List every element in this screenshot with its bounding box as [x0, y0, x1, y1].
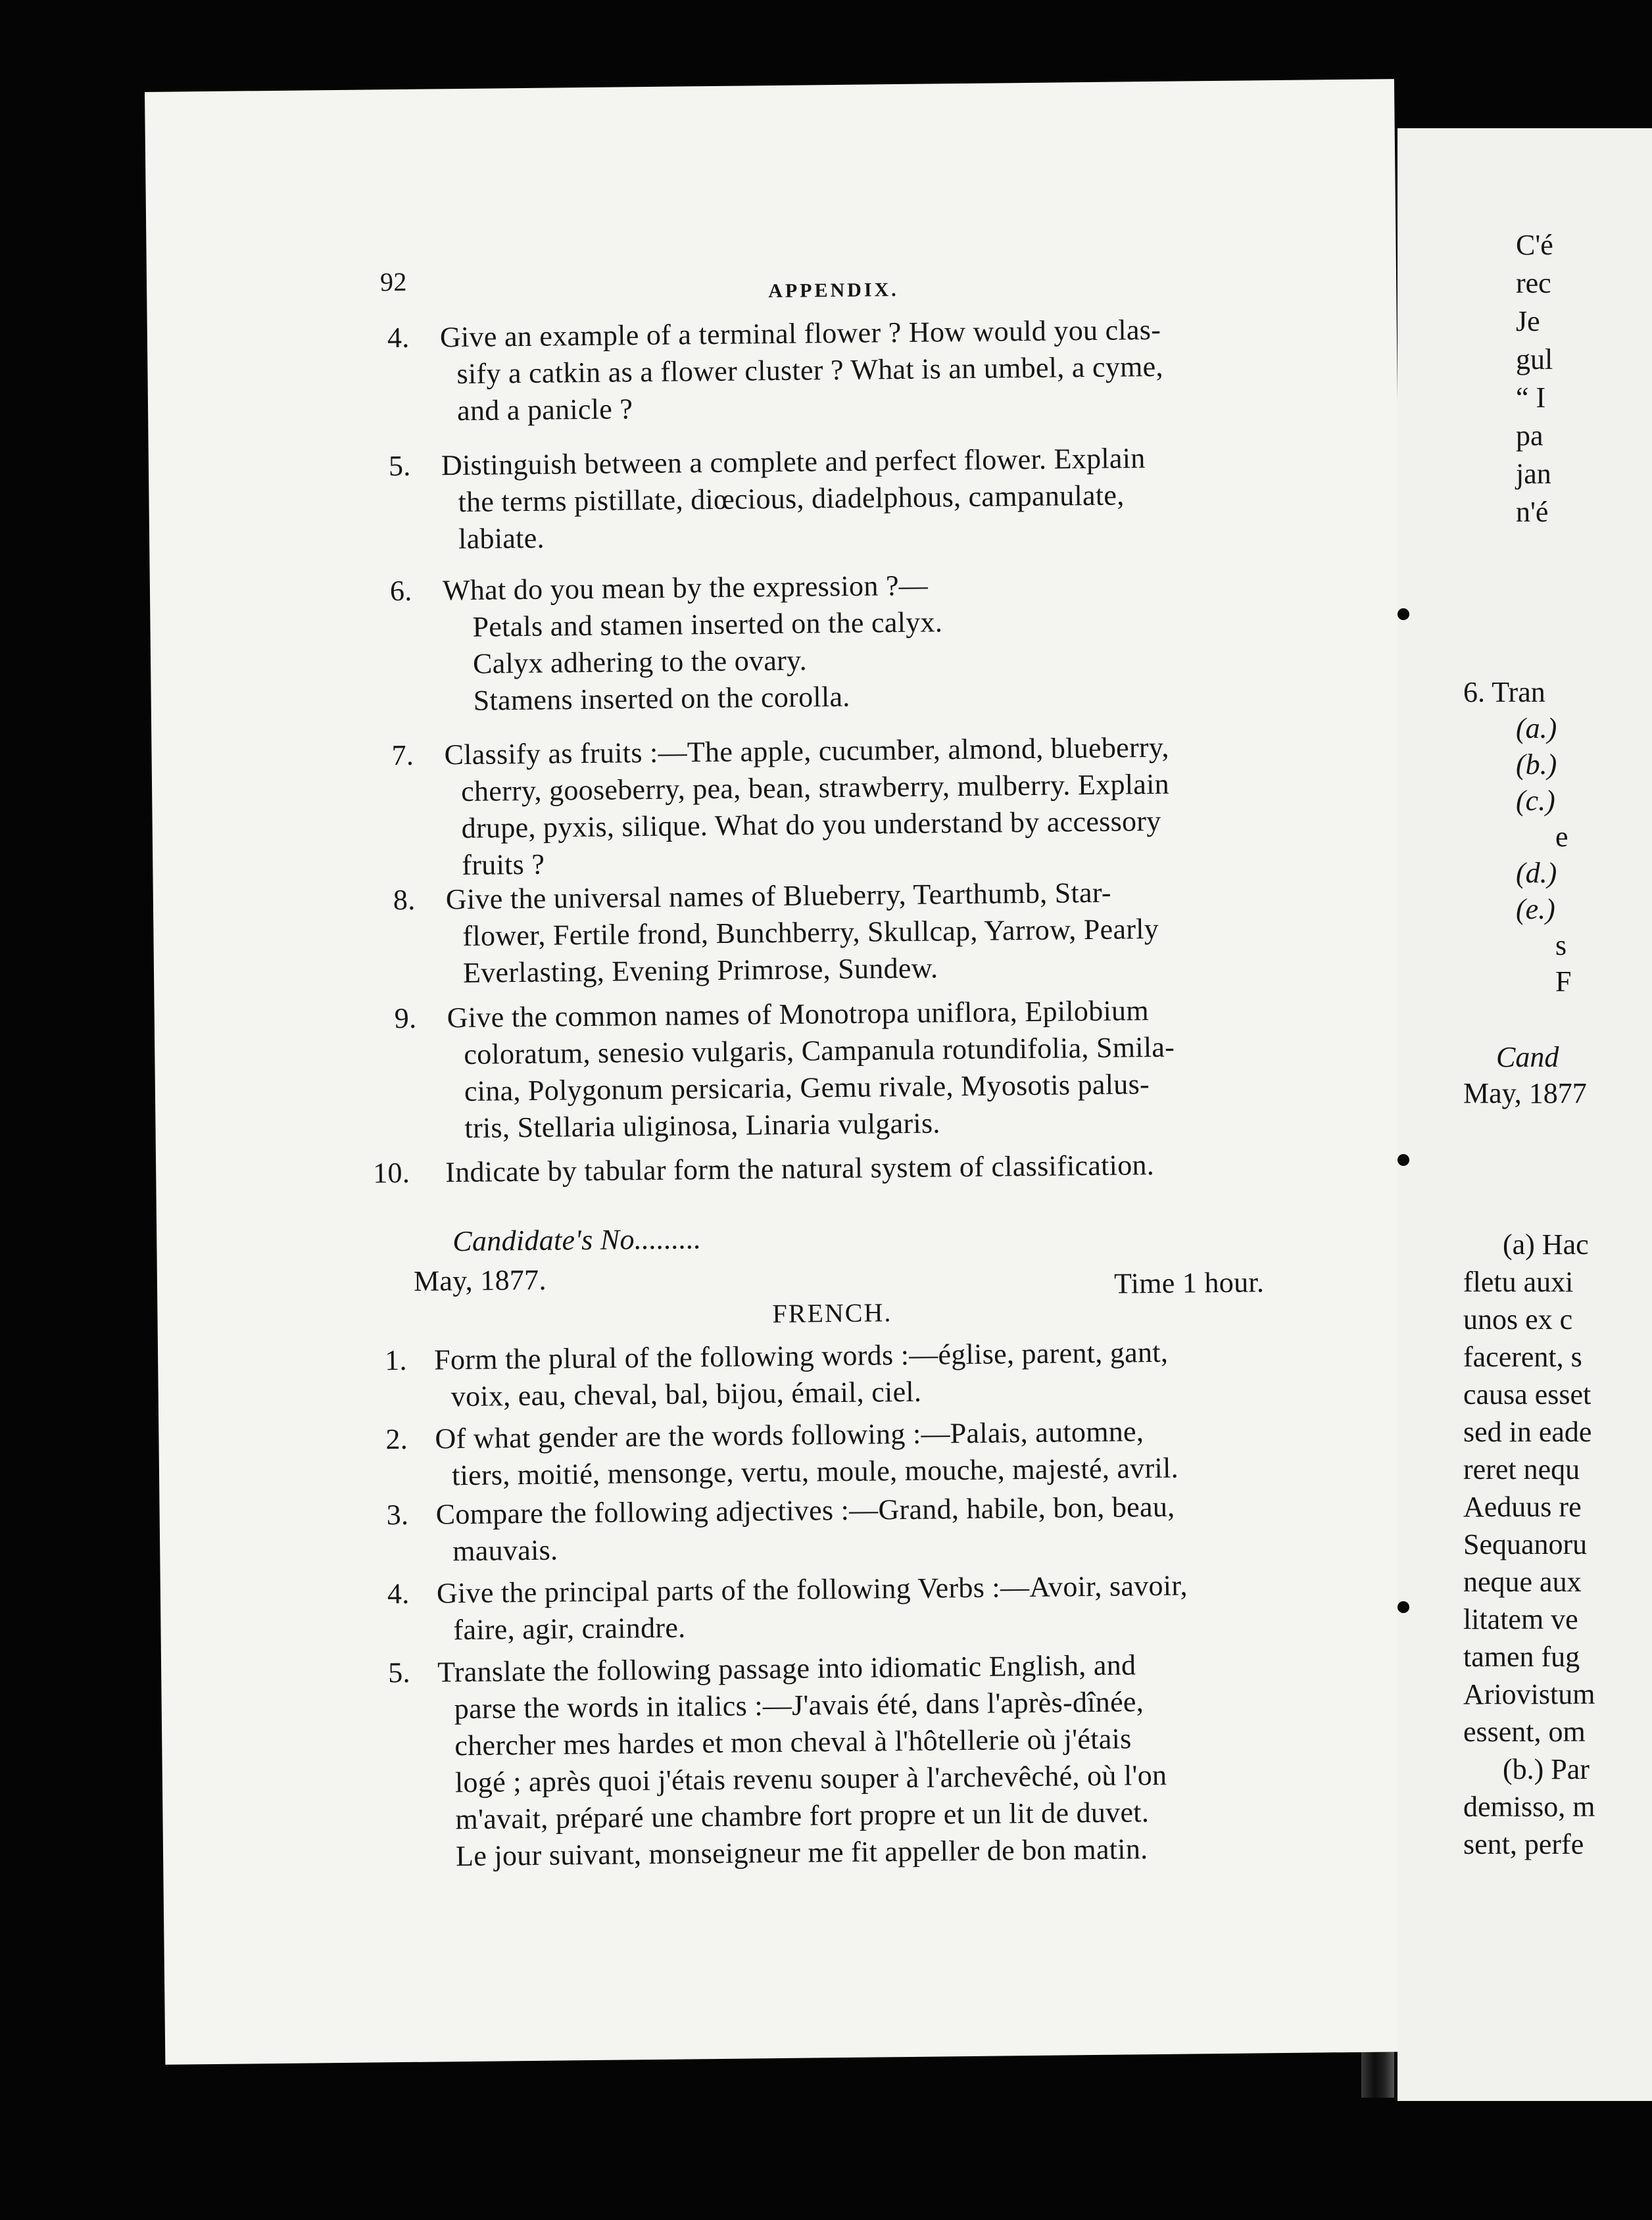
right-page-fragment: Je [1516, 305, 1540, 337]
right-page-latin-line: neque aux [1463, 1566, 1582, 1598]
right-page-subitem: (d.) [1516, 857, 1557, 889]
question-number: 9. [394, 1001, 417, 1035]
question-line: Form the plural of the following words :—église, parent, gant, [433, 1336, 1169, 1376]
question-line: fruits ? [462, 848, 545, 882]
question-line: Compare the following adjectives :—Grand, habile, bon, beau, [435, 1490, 1175, 1531]
question-number: 1. [384, 1343, 408, 1377]
question-line: chercher mes hardes et mon cheval à l'hôtellerie où j'étais [454, 1722, 1132, 1762]
right-page-latin-line: Aeduus re [1463, 1491, 1582, 1523]
question-line: faire, agir, craindre. [453, 1611, 686, 1647]
right-page-latin-line: essent, om [1463, 1716, 1586, 1748]
page-number: 92 [379, 266, 407, 297]
right-page-fragment: gul [1516, 343, 1553, 375]
question-line: Give the universal names of Blueberry, Tearthumb, Star- [445, 876, 1112, 916]
question-number: 7. [391, 738, 414, 772]
running-title: APPENDIX. [768, 279, 899, 302]
question-line: Classify as fruits :—The apple, cucumber, almond, blueberry, [444, 731, 1169, 771]
question-line: What do you mean by the expression ?— [442, 569, 929, 607]
question-number: 5. [388, 449, 411, 483]
right-page-candidate: Cand [1496, 1041, 1559, 1073]
question-line: coloratum, senesio vulgaris, Campanula rotundifolia, Smila- [464, 1030, 1175, 1071]
question-number: 3. [386, 1498, 409, 1532]
right-page-latin-line: demisso, m [1463, 1791, 1595, 1823]
question-line: Le jour suivant, monseigneur me fit appeller de bon matin. [455, 1833, 1148, 1873]
right-page-latin-line: sed in eade [1463, 1416, 1592, 1448]
right-page-subitem: e [1555, 821, 1568, 853]
right-page-latin-line: sent, perfe [1463, 1828, 1584, 1860]
question-line: voix, eau, cheval, bal, bijou, émail, ciel. [450, 1375, 922, 1413]
candidate-number-line: Candidate's No......... [452, 1222, 702, 1258]
question-line: Give the principal parts of the following Verbs :—Avoir, savoir, [436, 1569, 1188, 1610]
question-line: Petals and stamen inserted on the calyx. [472, 606, 943, 643]
right-page-latin-line: litatem ve [1463, 1603, 1578, 1635]
left-page [145, 79, 1415, 2065]
right-page-subitem: (a.) [1516, 712, 1557, 744]
exam-time: Time 1 hour. [1113, 1266, 1265, 1300]
question-line: tris, Stellaria uliginosa, Linaria vulgaris. [464, 1107, 940, 1144]
right-page-subitem: s [1555, 929, 1567, 961]
binding-mark [1397, 1154, 1409, 1166]
right-page-date: May, 1877 [1463, 1077, 1587, 1109]
question-line: Stamens inserted on the corolla. [473, 680, 850, 717]
right-page [1397, 128, 1652, 2101]
question-line: Translate the following passage into idiomatic English, and [437, 1649, 1136, 1689]
right-page-fragment: n'é [1516, 496, 1549, 528]
question-line: parse the words in italics :—J'avais été, dans l'après-dînée, [454, 1685, 1144, 1725]
right-page-subitem: F [1555, 965, 1572, 998]
right-page-latin-line: reret nequ [1463, 1453, 1580, 1485]
right-page-latin-line: unos ex c [1463, 1303, 1573, 1336]
question-line: cina, Polygonum persicaria, Gemu rivale, Myosotis palus- [464, 1068, 1150, 1107]
exam-date: May, 1877. [413, 1263, 547, 1297]
question-line: Calyx adhering to the ovary. [472, 644, 808, 680]
question-number: 8. [393, 883, 416, 917]
question-number: 5. [387, 1656, 411, 1689]
right-page-fragment: rec [1516, 267, 1551, 299]
question-line: Indicate by tabular form the natural system of classification. [445, 1149, 1155, 1189]
binding-mark [1397, 608, 1409, 620]
right-page-latin-line: Sequanoru [1463, 1528, 1588, 1560]
right-page-latin-line: tamen fug [1463, 1641, 1580, 1673]
question-number: 2. [385, 1422, 408, 1456]
question-line: cherry, gooseberry, pea, bean, strawberry, mulberry. Explain [460, 767, 1170, 808]
question-line: logé ; après quoi j'étais revenu souper à l'archevêché, où l'on [454, 1758, 1167, 1799]
right-page-fragment: jan [1516, 458, 1551, 490]
question-line: Give the common names of Monotropa uniflora, Epilobium [447, 994, 1150, 1034]
right-page-latin-line: causa esset [1463, 1378, 1591, 1411]
question-number: 10. [372, 1156, 410, 1190]
right-page-latin-line: (a) Hac [1503, 1228, 1589, 1261]
question-number: 6. [389, 574, 412, 608]
question-number: 4. [387, 1577, 410, 1610]
question-line: sify a catkin as a flower cluster ? What is an umbel, a cyme, [456, 350, 1164, 391]
question-line: Give an example of a terminal flower ? How would you clas- [439, 313, 1161, 354]
right-page-item: 6. Tran [1463, 676, 1545, 708]
question-line: drupe, pyxis, silique. What do you understand by accessory [461, 804, 1161, 845]
binding-mark [1397, 1601, 1409, 1613]
question-line: Of what gender are the words following :—Palais, automne, [435, 1415, 1144, 1455]
right-page-latin-line: facerent, s [1463, 1341, 1582, 1373]
question-line: flower, Fertile frond, Bunchberry, Skullcap, Yarrow, Pearly [462, 912, 1159, 953]
right-page-latin-line: fletu auxi [1463, 1266, 1574, 1298]
right-page-latin-line: (b.) Par [1503, 1753, 1590, 1785]
right-page-subitem: (e.) [1516, 893, 1555, 925]
right-page-latin-line: Ariovistum [1463, 1678, 1595, 1710]
question-line: the terms pistillate, diœcious, diadelphous, campanulate, [458, 479, 1125, 519]
section-title: FRENCH. [772, 1297, 892, 1329]
question-number: 4. [387, 321, 410, 354]
question-line: and a panicle ? [456, 393, 633, 427]
right-page-fragment: pa [1516, 420, 1543, 452]
right-page-fragment: C'é [1516, 229, 1553, 261]
question-line: tiers, moitié, mensonge, vertu, moule, mouche, majesté, avril. [451, 1451, 1179, 1492]
question-line: labiate. [458, 521, 545, 556]
question-line: Everlasting, Evening Primrose, Sundew. [462, 952, 938, 990]
right-page-subitem: (b.) [1516, 748, 1557, 781]
right-page-fragment: “ I [1516, 381, 1546, 414]
question-line: mauvais. [452, 1533, 558, 1568]
question-line: m'avait, préparé une chambre fort propre et un lit de duvet. [455, 1796, 1150, 1836]
question-line: Distinguish between a complete and perfect flower. Explain [441, 442, 1146, 482]
right-page-subitem: (c.) [1516, 784, 1555, 817]
